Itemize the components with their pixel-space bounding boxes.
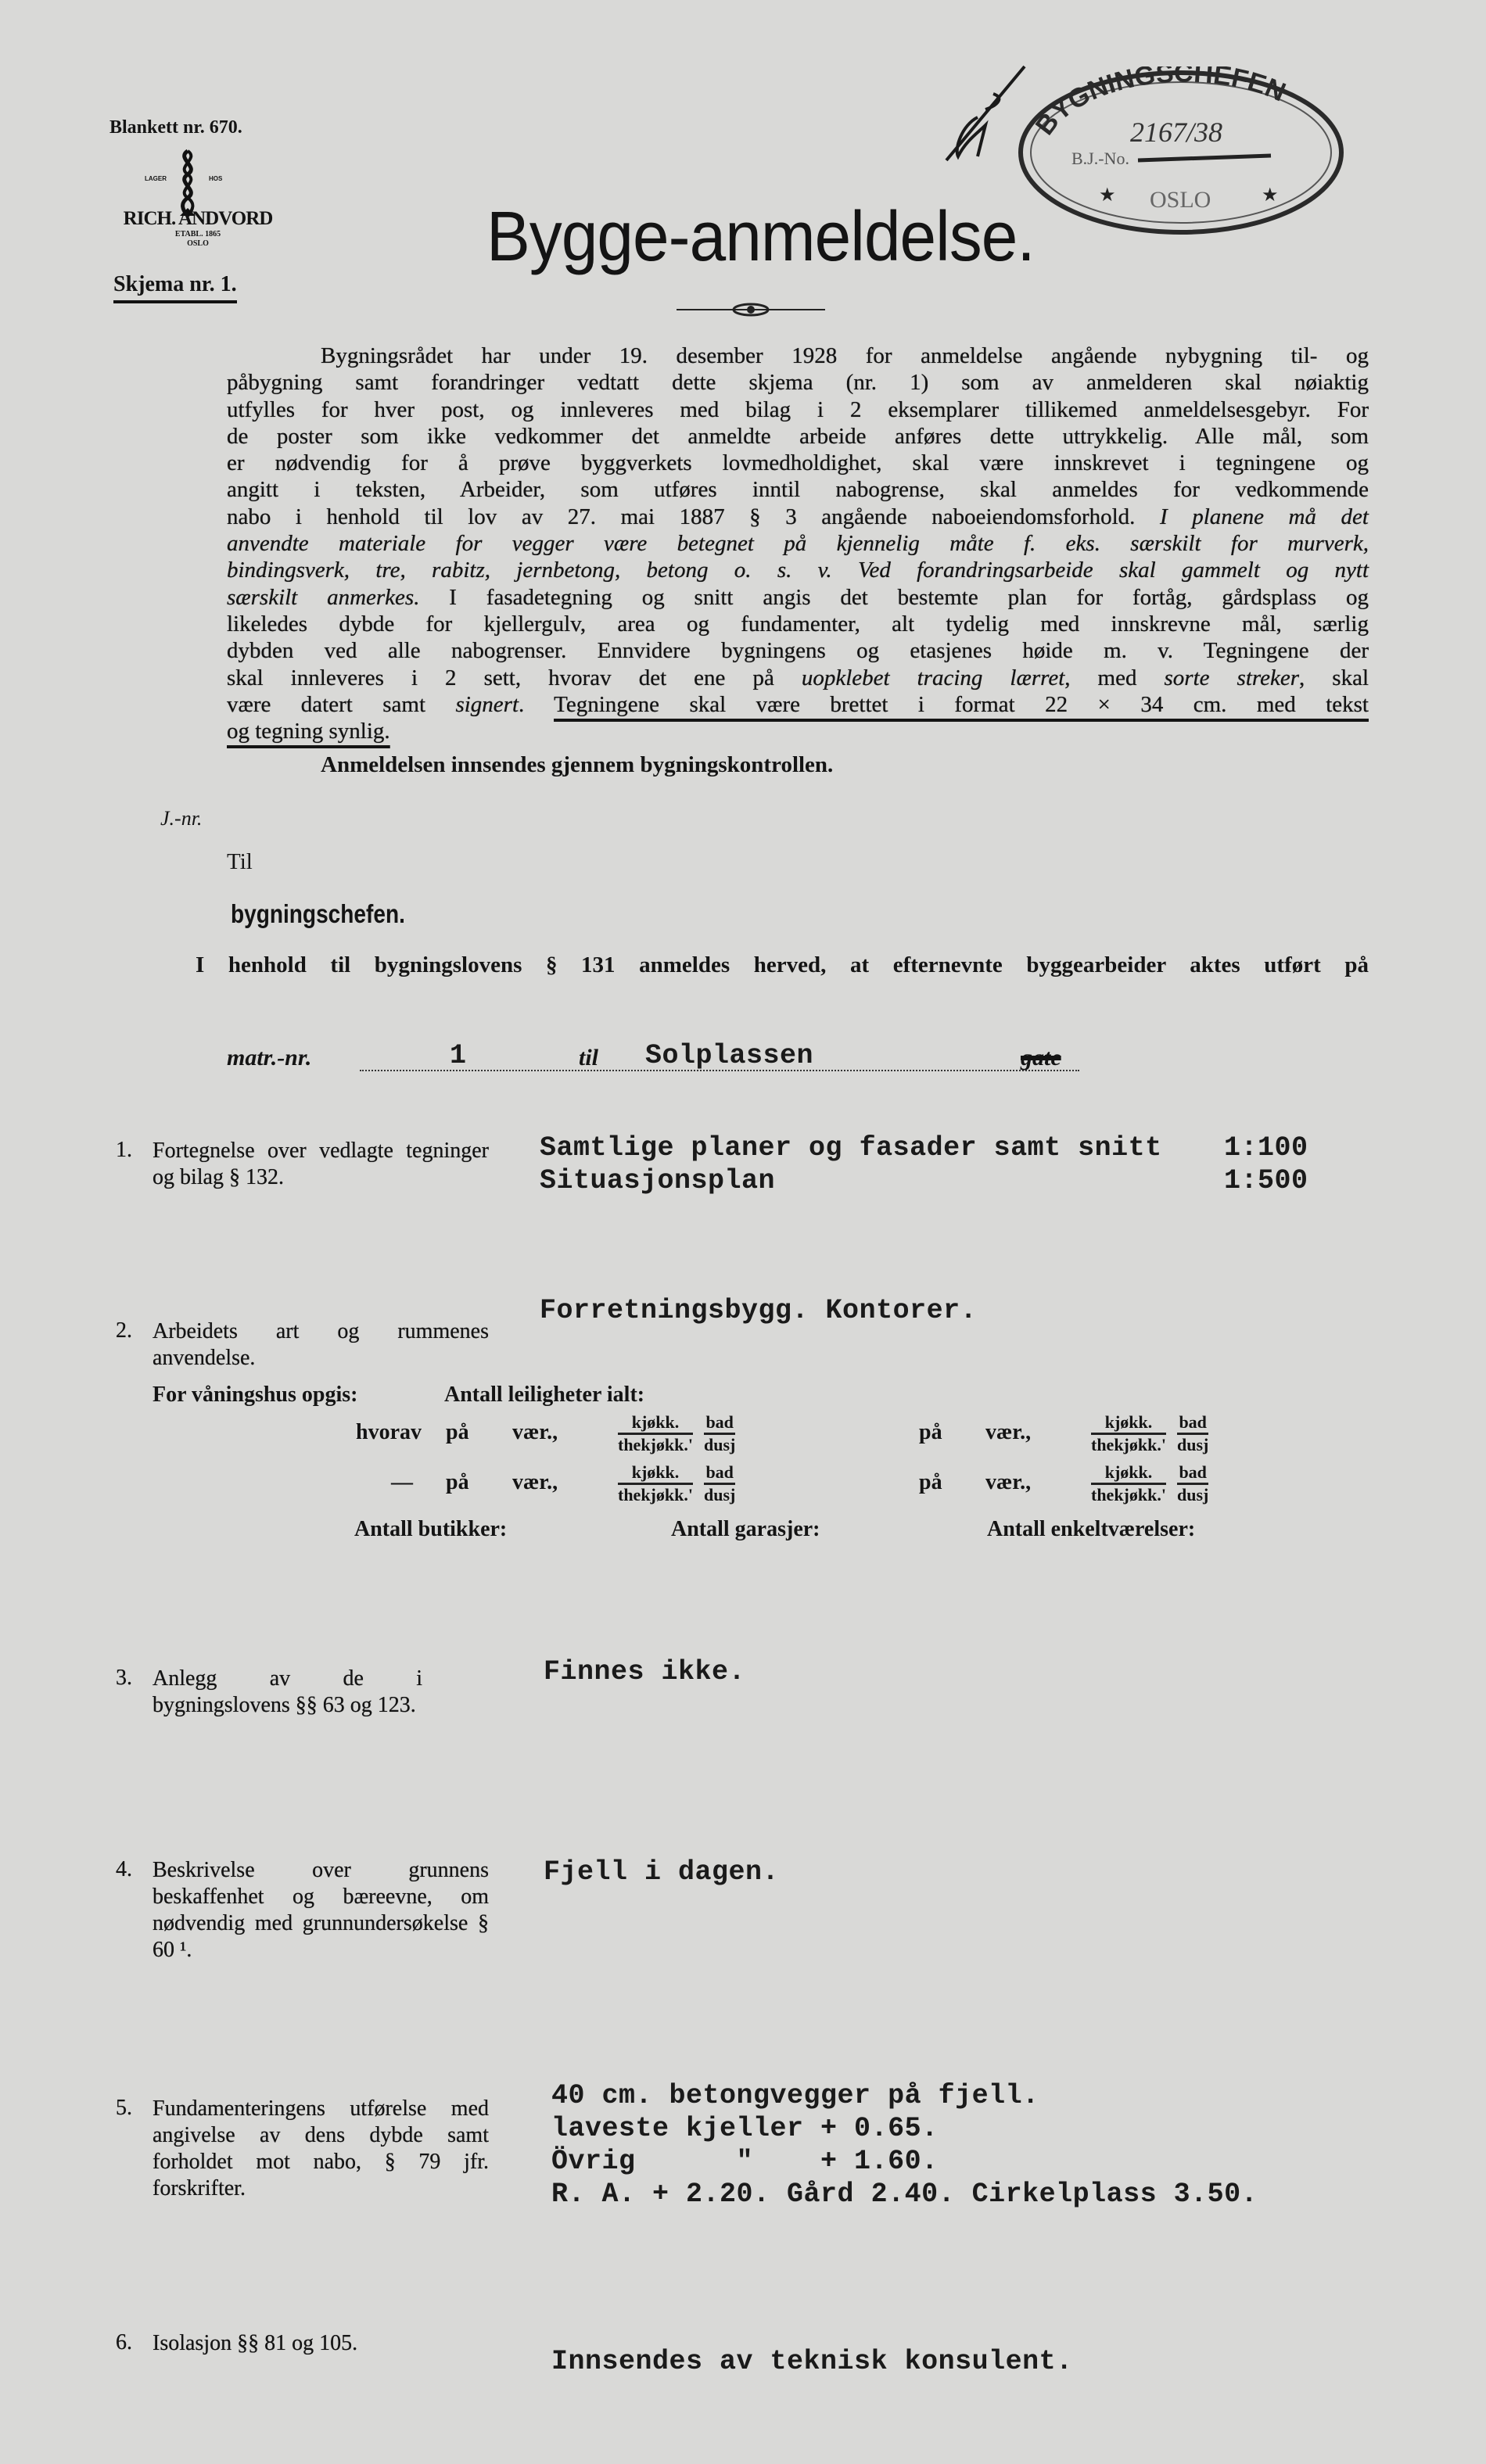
apartments-label: Antall leiligheter ialt:: [444, 1383, 645, 1407]
stamp-star-icon: ★: [1099, 185, 1116, 206]
stamp-arc-text: BYGNINGSCHEFEN: [1029, 66, 1290, 141]
text-segment: nabo i henhold til lov av 27. mai 1887 § 3 angående naboeiendomsforhold.: [227, 504, 1160, 529]
text-segment: være datert samt: [227, 691, 456, 717]
floor-label: på: [446, 1470, 469, 1494]
section-6-value: Innsendes av teknisk konsulent.: [551, 2346, 1073, 2377]
text-segment: er nødvendig for å prøve byggverkets lovmedholdighet, skal være innskrevet i tegningene og: [227, 450, 1369, 476]
fraction-denominator: dusj: [1177, 1435, 1209, 1454]
stamp-star-icon: ★: [1262, 185, 1279, 206]
dwelling-label: For våningshus opgis:: [153, 1383, 358, 1407]
text-segment: Bygningsrådet har under 19. desember 1928 for anmeldelse angående nybygning til- og: [321, 343, 1369, 368]
hvorav-label: hvorav: [356, 1420, 422, 1444]
fraction-numerator: bad: [1177, 1462, 1208, 1485]
text-segment: de poster som ikke vedkommer det anmeldte arbeide anføres dette uttrykkelig. Alle mål, som: [227, 423, 1369, 449]
text-segment: I fasadetegning og snitt angis det bestemte plan for fortåg, gårdsplass og: [419, 584, 1369, 610]
fraction-numerator: kjøkk.: [618, 1462, 693, 1485]
fraction-numerator: kjøkk.: [1091, 1462, 1166, 1485]
stamp-city: OSLO: [1150, 187, 1211, 213]
section-5-line: laveste kjeller + 0.65.: [551, 2113, 939, 2144]
section-3-label: Anlegg av de i bygningslovens §§ 63 og 123.: [153, 1666, 422, 1717]
publisher-city: OSLO: [187, 239, 209, 248]
paragraph-line: [227, 423, 1369, 450]
text-segment: skal innleveres i 2 sett, hvorav det ene på: [227, 665, 802, 690]
section-1-label: Fortegnelse over vedlagte tegninger og bilag § 132.: [153, 1139, 489, 1189]
floor-label: på: [446, 1420, 469, 1444]
underlined-text: og tegning synlig.: [227, 719, 390, 744]
rooms-label: vær.,: [985, 1470, 1032, 1494]
section-5-label: Fundamenteringens utførelse med angivelse av dens dybde samt forholdet mot nabo, § 79 jfr. forskrifter.: [153, 2096, 489, 2200]
paragraph-line: [227, 691, 1369, 718]
section-4-number: 4.: [116, 1857, 132, 1881]
fraction-denominator: dusj: [704, 1485, 736, 1505]
fraction-numerator: bad: [704, 1462, 735, 1485]
text-segment: dybden ved alle nabogrenser. Ennvidere bygningens og etasjenes høide m. v. Tegningene der: [227, 638, 1369, 664]
section-5-line: 40 cm. betongvegger på fjell.: [551, 2080, 1039, 2111]
floor-label: på: [919, 1420, 942, 1444]
bath-fraction: [1177, 1412, 1208, 1455]
section-1-scale: 1:100: [1224, 1132, 1308, 1164]
rooms-label: vær.,: [512, 1470, 558, 1494]
fraction-denominator: dusj: [704, 1435, 736, 1454]
paragraph-line: [227, 396, 1369, 423]
section-4-value: Fjell i dagen.: [544, 1856, 780, 1888]
text-segment: likeledes dybde for kjellergulv, area og fundamenter, alt tydelig med innskrevne mål, særlig: [227, 611, 1369, 637]
paragraph-line: [227, 476, 1369, 503]
section-1-number: 1.: [116, 1138, 132, 1162]
section-4-label: Beskrivelse over grunnens beskaffenhet og bæreevne, om nødvendig med grunnundersøkelse § 60 ¹.: [153, 1858, 489, 1962]
text-segment: påbygning samt forandringer vedtatt dette skjema (nr. 1) som av anmelderen skal nøiaktig: [227, 370, 1369, 396]
journal-number-label: J.-nr.: [160, 807, 203, 830]
section-5-line: Övrig " + 1.60.: [551, 2146, 939, 2177]
italic-text: bindingsverk, tre, rabitz, jernbetong, betong o. s. v. Ved forandringsarbeide skal gammelt og nytt: [227, 558, 1369, 583]
paragraph-line: [227, 584, 1369, 611]
fraction-denominator: thekjøkk.': [618, 1485, 693, 1505]
section-2-value: Forretningsbygg. Kontorer.: [540, 1295, 978, 1326]
paragraph-line: [227, 369, 1369, 396]
ornament-divider-icon: [677, 300, 825, 319]
text-segment: , skal: [1299, 665, 1369, 690]
paragraph-line: [227, 450, 1369, 476]
bath-fraction: [704, 1412, 735, 1455]
rooms-label: vær.,: [985, 1420, 1032, 1444]
til-label: til: [579, 1045, 599, 1071]
paragraph-line: [227, 665, 1369, 691]
street-value: Solplassen: [645, 1040, 814, 1071]
to-label: Til: [227, 849, 253, 874]
italic-text: uopklebet tracing lærret: [801, 665, 1065, 690]
section-6-number: 6.: [116, 2330, 132, 2355]
kitchen-fraction: [618, 1462, 693, 1505]
form-number: Blankett nr. 670.: [109, 117, 242, 138]
kitchen-fraction: [618, 1412, 693, 1455]
paragraph-line: [227, 557, 1369, 583]
office-stamp: [1013, 66, 1349, 242]
intro-statement: I henhold til bygningslovens § 131 anmeldes herved, at efternevnte byggearbeider aktes utført på: [196, 952, 1369, 977]
fraction-denominator: thekjøkk.': [1091, 1435, 1166, 1454]
logo-text-right: HOS: [209, 175, 223, 182]
text-segment: utfylles for hver post, og innleveres med bilag i 2 eksemplarer tillikemed anmeldelsesgebyr. For: [227, 396, 1369, 422]
section-1-scale: 1:500: [1224, 1165, 1308, 1196]
text-segment: , med: [1064, 665, 1165, 690]
italic-text: sorte streker: [1164, 665, 1300, 690]
section-3-number: 3.: [116, 1666, 132, 1690]
stamp-number: 2167/38: [1130, 117, 1223, 148]
struck-gate-label: gate: [1021, 1045, 1061, 1071]
section-1-entry: Situasjonsplan: [540, 1165, 776, 1196]
fraction-denominator: thekjøkk.': [1091, 1485, 1166, 1505]
matr-number-value: 1: [450, 1040, 467, 1071]
garages-label: Antall garasjer:: [671, 1517, 820, 1541]
stamp-bj-label: B.J.-No.: [1071, 149, 1129, 168]
fraction-numerator: bad: [704, 1412, 735, 1435]
italic-text: anvendte materiale for vegger være betegnet på kjennelig måte f. eks. særskilt for murverk,: [227, 531, 1369, 557]
shops-label: Antall butikker:: [354, 1517, 508, 1541]
matr-label: matr.-nr.: [227, 1045, 312, 1071]
page-title: Bygge-anmeldelse.: [486, 198, 1035, 276]
bath-fraction: [1177, 1462, 1208, 1505]
publisher-name: RICH. ANDVORD: [123, 208, 273, 229]
section-6-label: Isolasjon §§ 81 og 105.: [153, 2331, 358, 2355]
kitchen-fraction: [1091, 1412, 1166, 1455]
fraction-denominator: dusj: [1177, 1485, 1209, 1505]
bath-fraction: [704, 1462, 735, 1505]
italic-text: signert: [455, 691, 519, 717]
fraction-denominator: thekjøkk.': [618, 1435, 693, 1454]
text-segment: angitt i teksten, Arbeider, som utføres inntil nabogrense, skal anmeldes for vedkommende: [227, 477, 1369, 503]
section-5-number: 5.: [116, 2096, 132, 2120]
floor-label: på: [919, 1470, 942, 1494]
underlined-text: Tegningene skal være brettet i format 22 × 34 cm. med tekst: [554, 691, 1369, 717]
italic-text: særskilt anmerkes.: [227, 584, 420, 610]
single-rooms-label: Antall enkeltværelser:: [987, 1517, 1196, 1541]
italic-text: I planene må det: [1160, 504, 1369, 529]
paragraph-line: [227, 637, 1369, 664]
property-line: [227, 1040, 1095, 1079]
paragraph-line: [227, 611, 1369, 637]
section-3-value: Finnes ikke.: [544, 1656, 746, 1687]
section-2-number: 2.: [116, 1318, 132, 1343]
paragraph-line: [227, 504, 1369, 530]
recipient: bygningschefen.: [231, 899, 405, 928]
fraction-numerator: kjøkk.: [1091, 1412, 1166, 1435]
logo-text-left: LAGER: [145, 175, 167, 182]
paragraph-line: [227, 530, 1369, 557]
fraction-numerator: kjøkk.: [618, 1412, 693, 1435]
kitchen-fraction: [1091, 1462, 1166, 1505]
paragraph-line: [227, 343, 1369, 369]
fraction-numerator: bad: [1177, 1412, 1208, 1435]
text-segment: .: [519, 691, 555, 717]
section-5-line: R. A. + 2.20. Gård 2.40. Cirkelplass 3.50.: [551, 2179, 1258, 2210]
paragraph-line: [227, 718, 1369, 744]
dash-label: —: [391, 1470, 413, 1494]
instructions-paragraph: [227, 343, 1369, 744]
section-2-label: Arbeidets art og rummenes anvendelse.: [153, 1319, 489, 1370]
submission-note: Anmeldelsen innsendes gjennem bygningskontrollen.: [321, 752, 834, 777]
section-1-entry: Samtlige planer og fasader samt snitt: [540, 1132, 1162, 1164]
title-ornament: [677, 300, 825, 323]
publisher-established: ETABL. 1865: [174, 230, 221, 239]
schema-number: Skjema nr. 1.: [113, 272, 237, 303]
rooms-label: vær.,: [512, 1420, 558, 1444]
